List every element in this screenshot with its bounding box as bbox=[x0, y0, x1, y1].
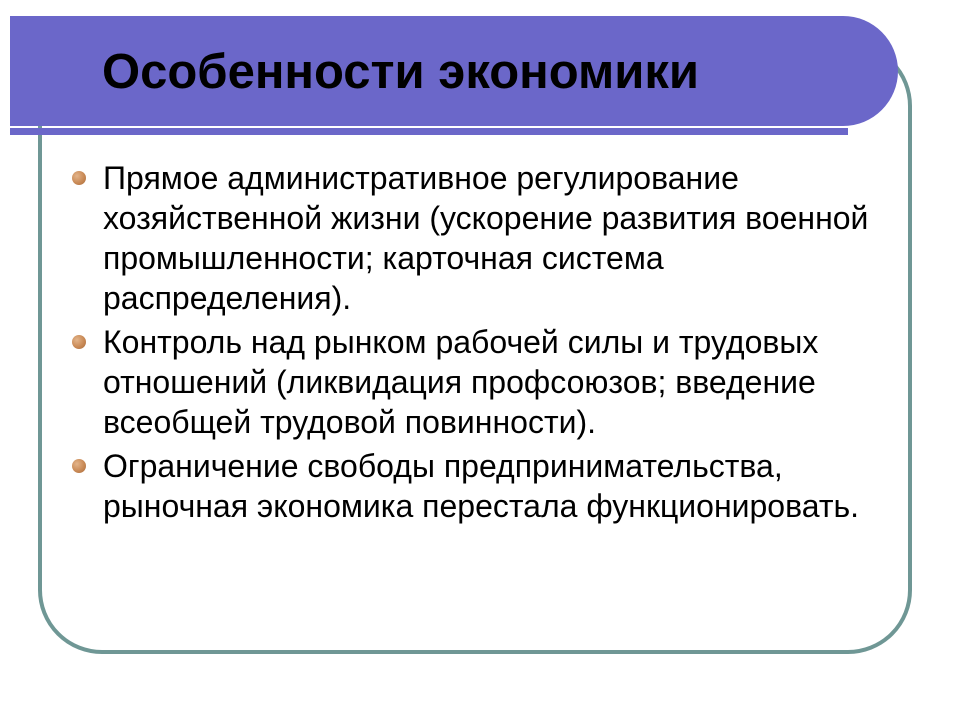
bullet-text: Прямое административное регулирование хозяйственной жизни (ускорение развития военной промышленности; карточная система распределения). bbox=[103, 160, 869, 316]
bullet-list bbox=[72, 158, 892, 530]
bullet-item bbox=[72, 446, 892, 526]
bullet-dot-icon bbox=[72, 171, 86, 185]
slide-title: Особенности экономики bbox=[102, 45, 700, 99]
bullet-dot-icon bbox=[72, 459, 86, 473]
title-underline bbox=[10, 128, 848, 135]
bullet-dot-icon bbox=[72, 335, 86, 349]
bullet-item bbox=[72, 158, 892, 318]
bullet-text: Контроль над рынком рабочей силы и трудовых отношений (ликвидация профсоюзов; введение всеобщей трудовой повинности). bbox=[103, 324, 819, 440]
bullet-item bbox=[72, 322, 892, 442]
bullet-text: Ограничение свободы предпринимательства, рыночная экономика перестала функционировать. bbox=[103, 448, 860, 524]
